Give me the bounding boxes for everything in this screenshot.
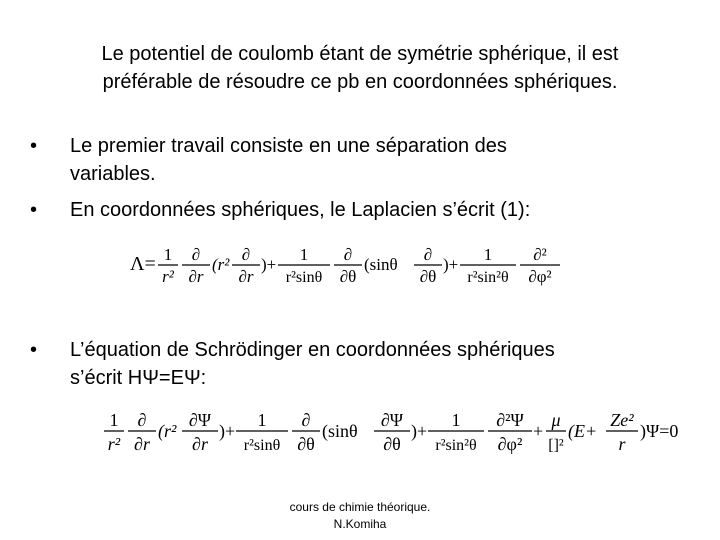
- eq-partial-num: ∂: [343, 245, 353, 264]
- title-line-2: préférable de résoudre ce pb en coordonnées sphériques.: [102, 71, 618, 93]
- eq-operator: )+: [411, 421, 428, 441]
- eq-inner: (r²: [158, 421, 177, 441]
- eq-frac-den: r²sin²θ: [467, 269, 509, 286]
- eq-partial-num: ∂: [423, 245, 433, 264]
- eq-frac-num: 1: [257, 410, 267, 430]
- eq-inner: (sinθ: [364, 255, 398, 274]
- eq-inner: (sinθ: [322, 421, 358, 441]
- eq-frac-num: μ: [551, 410, 561, 430]
- eq-lhs: Λ=: [130, 253, 156, 275]
- eq-partial-den: ∂θ: [339, 267, 357, 286]
- eq-partial-num: ∂Ψ: [380, 410, 404, 430]
- eq-partial-num: ∂: [301, 410, 311, 430]
- eq-frac-num: 1: [109, 410, 119, 430]
- footer: [240, 499, 480, 533]
- bullet-dot: •: [30, 339, 38, 361]
- eq-partial-num: ∂Ψ: [188, 410, 212, 430]
- eq-partial-den: ∂r: [188, 267, 204, 286]
- bullet-text: [70, 132, 507, 188]
- eq-partial-num: ∂: [241, 245, 251, 264]
- bullet-text: [70, 196, 530, 224]
- bullet-line-2: s’écrit HΨ=EΨ:: [70, 367, 207, 389]
- eq-frac-num: 1: [163, 245, 173, 264]
- schrodinger-equation: [100, 400, 700, 464]
- eq-partial-den: ∂r: [192, 434, 208, 454]
- laplacian-equation: [130, 236, 570, 292]
- eq-operator: )+: [219, 421, 236, 441]
- eq-frac-den: r²: [162, 267, 174, 286]
- eq-partial-den: ∂r: [134, 434, 150, 454]
- eq-partial-num: ∂: [191, 245, 201, 264]
- eq-partial-den: ∂θ: [419, 267, 437, 286]
- bullet-dot: •: [30, 199, 38, 221]
- eq-partial-den: ∂θ: [383, 434, 401, 454]
- eq-frac-den: r²sin²θ: [435, 437, 477, 454]
- eq-frac-num: Ze²: [610, 410, 634, 430]
- bullet-line-1: En coordonnées sphériques, le Laplacien s’écrit (1):: [70, 199, 531, 221]
- eq-partial-den: ∂φ²: [497, 434, 523, 454]
- eq-inner: (r²: [212, 255, 230, 274]
- eq-frac-den: r²sinθ: [285, 269, 323, 286]
- eq-partial-num: ∂²: [533, 245, 547, 264]
- bullet-line-1: L’équation de Schrödinger en coordonnées sphériques: [70, 339, 555, 361]
- eq-frac-den: r: [618, 434, 626, 454]
- bullet-line-1: Le premier travail consiste en une séparation des: [70, 135, 507, 157]
- bullet-text: [70, 336, 555, 392]
- eq-operator: )+: [443, 255, 459, 274]
- bullet-dot: •: [30, 135, 38, 157]
- eq-operator: )+: [261, 255, 277, 274]
- bullet-line-2: variables.: [70, 163, 156, 185]
- slide-title: [20, 40, 700, 96]
- eq-partial-num: ∂²Ψ: [496, 410, 524, 430]
- footer-line-2: N.Komiha: [333, 517, 387, 531]
- eq-frac-den: r²: [107, 434, 121, 454]
- eq-partial-num: ∂: [137, 410, 147, 430]
- eq-operator: +: [533, 421, 544, 441]
- eq-frac-den: r²sinθ: [243, 437, 281, 454]
- eq-frac-num: 1: [299, 245, 309, 264]
- eq-tail: )Ψ=0: [640, 421, 679, 441]
- footer-line-1: cours de chimie théorique.: [289, 500, 431, 514]
- eq-inner: (E+: [568, 421, 598, 441]
- eq-frac-den: []²: [548, 437, 564, 454]
- eq-frac-num: 1: [483, 245, 493, 264]
- eq-partial-den: ∂θ: [297, 434, 315, 454]
- eq-frac-num: 1: [451, 410, 461, 430]
- title-line-1: Le potentiel de coulomb étant de symétrie sphérique, il est: [101, 43, 619, 65]
- eq-partial-den: ∂φ²: [528, 267, 552, 286]
- eq-partial-den: ∂r: [238, 267, 254, 286]
